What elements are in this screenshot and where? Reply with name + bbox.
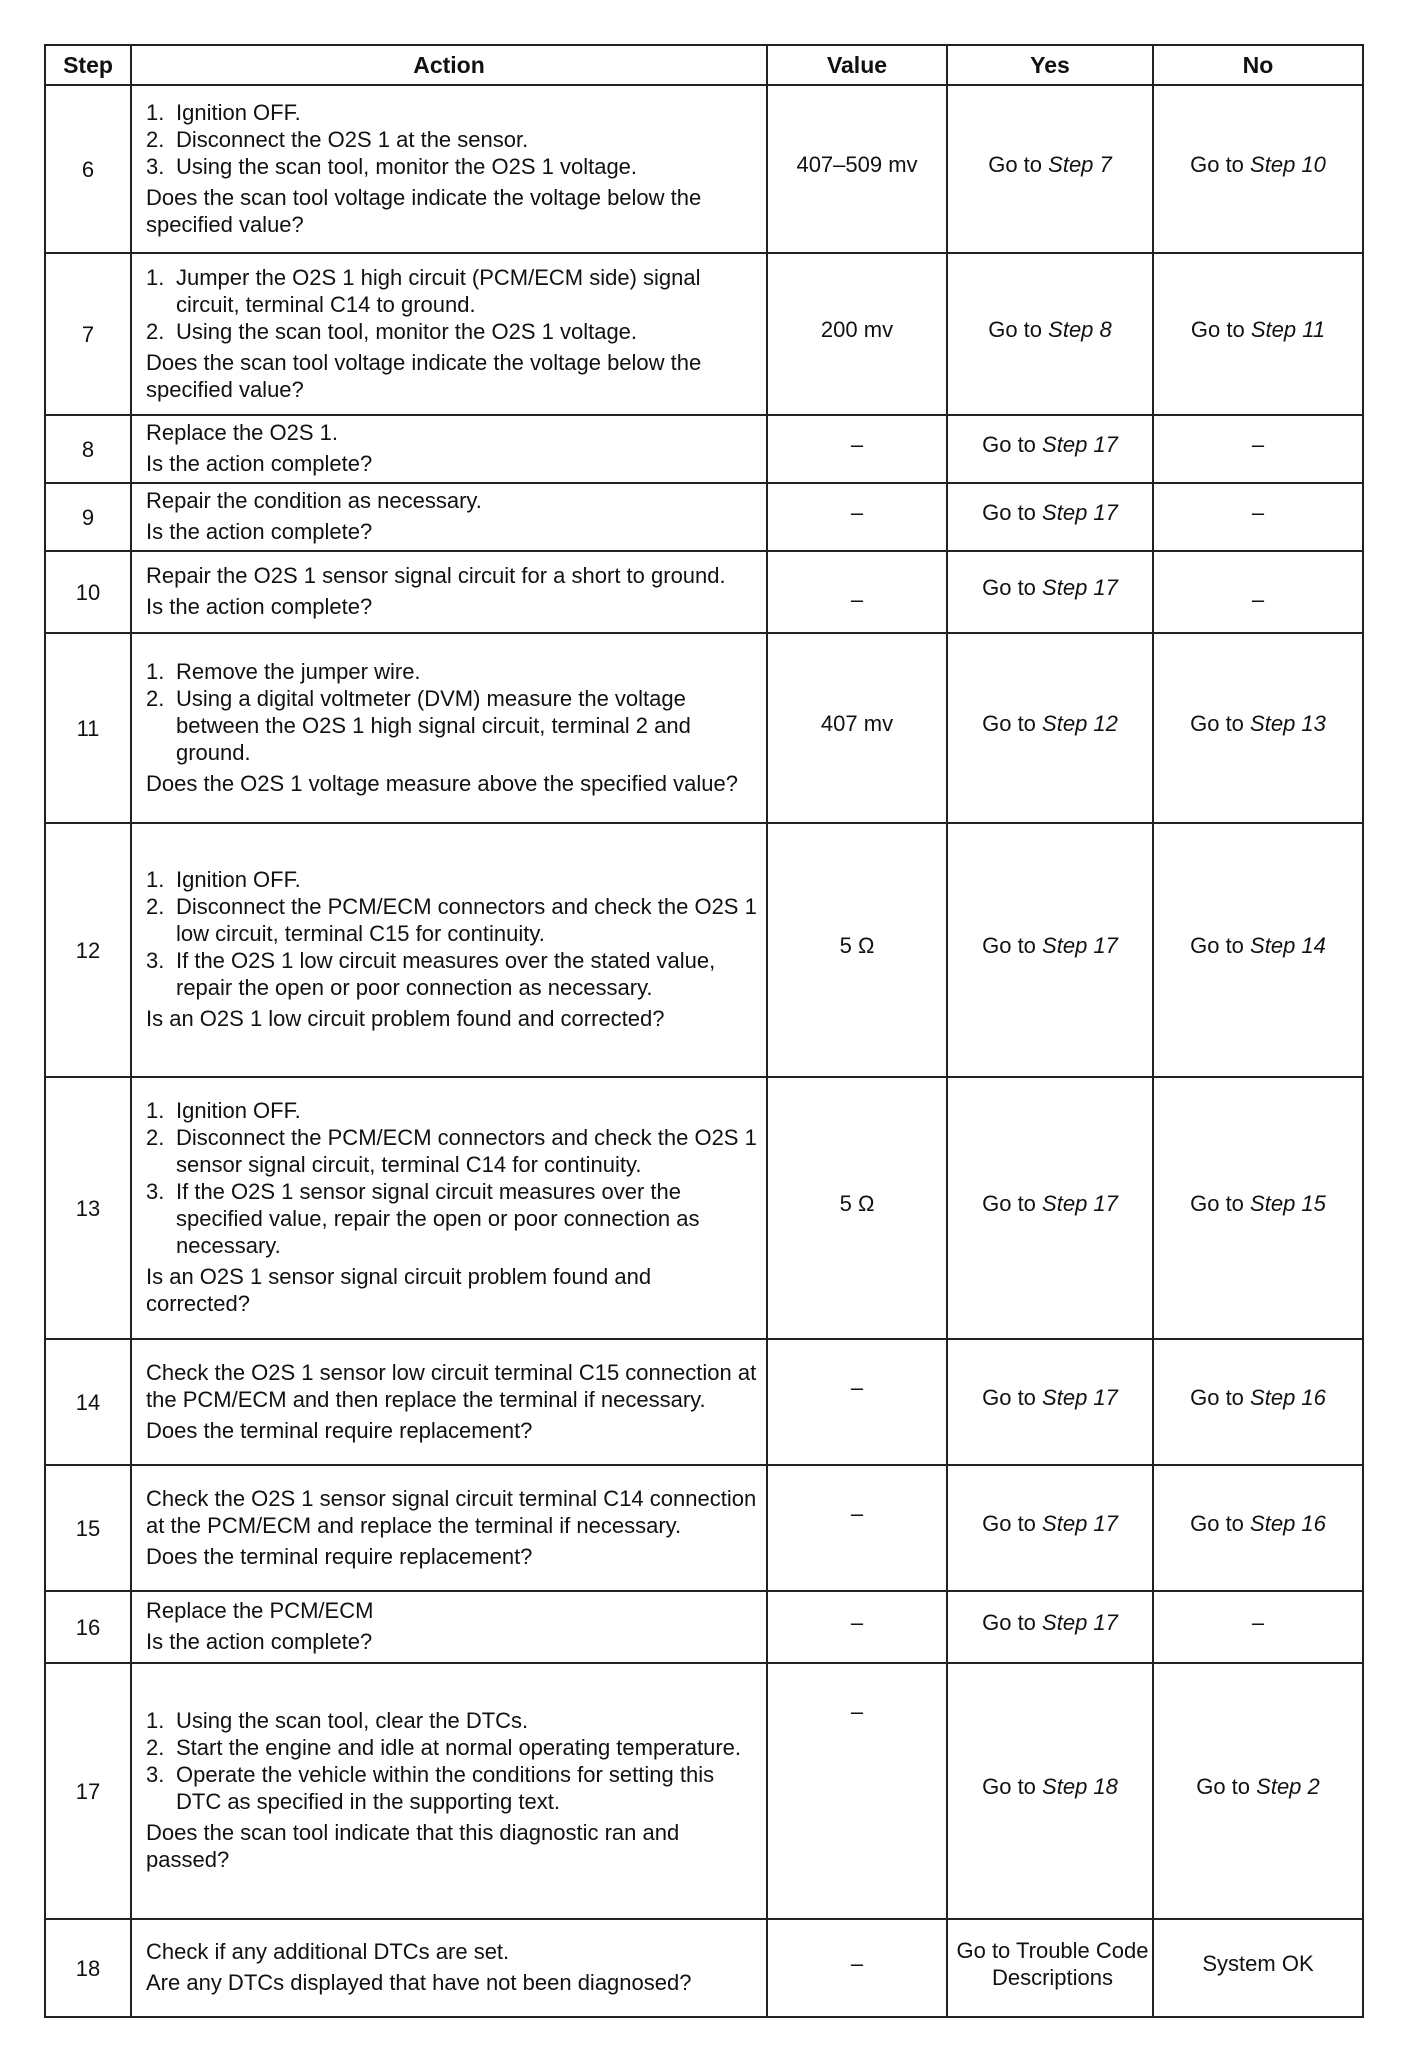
table-row (45, 823, 1363, 1077)
action-step-item (146, 658, 758, 685)
value-cell: – (767, 551, 947, 633)
action-question: Is an O2S 1 sensor signal circuit problem found and corrected? (146, 1264, 652, 1316)
no-step-ref: Step 2 (1256, 1774, 1320, 1799)
yes-cell (947, 1919, 1153, 2017)
action-question: Does the scan tool voltage indicate the voltage below the specified value? (146, 349, 702, 402)
action-step-text: Disconnect the O2S 1 at the sensor. (176, 126, 529, 152)
action-step-text: Operate the vehicle within the conditions for setting this DTC as specified in the supporting text. (176, 1762, 715, 1814)
step-number: 13 (45, 1077, 131, 1339)
yes-cell (947, 253, 1153, 415)
action-question: Is the action complete? (146, 451, 373, 476)
action-step-number: 1. (146, 658, 165, 684)
no-cell (1153, 85, 1363, 253)
action-question: Is the action complete? (146, 519, 373, 544)
no-step-ref: Step 14 (1250, 933, 1326, 958)
header-row (45, 45, 1363, 85)
table-row (45, 85, 1363, 253)
table-row (45, 551, 1363, 633)
yes-step-ref: Step 17 (1042, 1191, 1118, 1216)
no-cell (1153, 1465, 1363, 1591)
value-cell: 5 Ω (767, 1077, 947, 1339)
action-question: Is the action complete? (146, 594, 373, 619)
action-question: Does the scan tool voltage indicate the voltage below the specified value? (146, 184, 702, 237)
action-cell (131, 1663, 767, 1919)
action-step-item (146, 264, 758, 318)
yes-prefix: Go to (988, 317, 1043, 342)
yes-cell (947, 85, 1153, 253)
action-steps (146, 264, 758, 345)
no-text: – (1251, 432, 1265, 457)
action-step-number: 3. (146, 1179, 165, 1204)
table-row (45, 1465, 1363, 1591)
action-step-number: 1. (146, 1098, 165, 1123)
yes-prefix: Go to (982, 432, 1036, 457)
action-step-item (146, 318, 758, 345)
table-row (45, 1663, 1363, 1919)
action-steps (146, 658, 758, 766)
action-step-number: 2. (146, 894, 165, 919)
yes-prefix: Go to (982, 575, 1036, 600)
action-question: Are any DTCs displayed that have not been diagnosed? (146, 1970, 692, 1995)
no-text: System OK (1202, 1951, 1314, 1976)
action-step-item (146, 1734, 758, 1761)
table-row (45, 1339, 1363, 1465)
action-cell (131, 1077, 767, 1339)
yes-prefix: Go to (982, 1511, 1036, 1536)
yes-prefix: Go to (982, 711, 1036, 736)
no-prefix: Go to (1190, 1191, 1244, 1216)
no-step-ref: Step 13 (1250, 711, 1326, 736)
action-cell (131, 415, 767, 483)
no-cell (1153, 823, 1363, 1077)
no-prefix: Go to (1190, 1385, 1244, 1410)
no-cell (1153, 1339, 1363, 1465)
action-step-text: Ignition OFF. (176, 1098, 301, 1123)
value-cell: 407–509 mv (767, 85, 947, 253)
action-step-item (146, 153, 758, 180)
no-cell (1153, 1591, 1363, 1663)
no-cell (1153, 253, 1363, 415)
step-number: 8 (45, 415, 131, 483)
no-prefix: Go to (1190, 933, 1244, 958)
table-row (45, 633, 1363, 823)
header-value: Value (767, 45, 947, 85)
action-cell (131, 633, 767, 823)
action-step-text: Ignition OFF. (176, 99, 301, 125)
value-cell: 5 Ω (767, 823, 947, 1077)
action-text: Replace the PCM/ECM (146, 1598, 374, 1623)
action-cell (131, 253, 767, 415)
yes-step-ref: Step 18 (1042, 1774, 1118, 1799)
action-step-item (146, 1178, 758, 1259)
action-step-number: 3. (146, 1762, 165, 1787)
yes-cell (947, 415, 1153, 483)
no-cell (1153, 1663, 1363, 1919)
action-steps (146, 866, 758, 1001)
yes-prefix: Go to (982, 500, 1036, 525)
action-step-item (146, 126, 758, 153)
step-number: 10 (45, 551, 131, 633)
yes-prefix: Go to (982, 1774, 1036, 1799)
action-steps (146, 1707, 758, 1815)
step-number: 15 (45, 1465, 131, 1591)
no-prefix: Go to (1190, 152, 1244, 177)
yes-prefix: Go to (982, 1610, 1036, 1635)
table-row (45, 483, 1363, 551)
table-row (45, 1591, 1363, 1663)
step-number: 17 (45, 1663, 131, 1919)
yes-step-ref: Step 17 (1042, 1511, 1118, 1536)
action-text: Check the O2S 1 sensor signal circuit terminal C14 connection at the PCM/ECM and replace the terminal if necessary. (146, 1485, 757, 1538)
action-step-number: 1. (146, 867, 165, 892)
table-body (45, 85, 1363, 2017)
table-row (45, 1919, 1363, 2017)
action-text: Check if any additional DTCs are set. (146, 1939, 510, 1964)
action-step-text: Jumper the O2S 1 high circuit (PCM/ECM side) signal circuit, terminal C14 to ground. (176, 264, 701, 317)
action-question: Does the terminal require replacement? (146, 1543, 533, 1569)
action-step-number: 3. (146, 153, 165, 179)
value-cell: – (767, 483, 947, 551)
step-number: 6 (45, 85, 131, 253)
action-cell (131, 1919, 767, 2017)
action-cell (131, 1339, 767, 1465)
yes-step-ref: Step 17 (1042, 933, 1118, 958)
action-step-number: 2. (146, 126, 165, 152)
yes-text: Go to Trouble Code Descriptions (956, 1938, 1149, 1990)
yes-prefix: Go to (982, 1191, 1036, 1216)
value-cell: – (767, 1339, 947, 1465)
action-cell (131, 483, 767, 551)
diagnostic-table (44, 44, 1364, 2018)
no-step-ref: Step 16 (1250, 1511, 1326, 1536)
no-prefix: Go to (1190, 1511, 1244, 1536)
action-question: Is an O2S 1 low circuit problem found and corrected? (146, 1006, 665, 1031)
no-text: – (1251, 500, 1265, 525)
yes-cell (947, 823, 1153, 1077)
value-cell: – (767, 1465, 947, 1591)
yes-cell (947, 551, 1153, 633)
action-text: Repair the O2S 1 sensor signal circuit for a short to ground. (146, 563, 726, 588)
no-cell (1153, 483, 1363, 551)
no-text: – (1251, 587, 1265, 612)
yes-cell (947, 483, 1153, 551)
no-cell (1153, 1919, 1363, 2017)
no-cell (1153, 633, 1363, 823)
no-cell (1153, 415, 1363, 483)
yes-cell (947, 1339, 1153, 1465)
action-step-number: 1. (146, 1708, 165, 1733)
step-number: 11 (45, 633, 131, 823)
yes-cell (947, 1663, 1153, 1919)
step-number: 14 (45, 1339, 131, 1465)
action-step-item (146, 866, 758, 893)
header-no: No (1153, 45, 1363, 85)
action-step-text: Disconnect the PCM/ECM connectors and check the O2S 1 low circuit, terminal C15 for continuity. (176, 894, 757, 946)
action-question: Does the O2S 1 voltage measure above the specified value? (146, 770, 738, 796)
header-step: Step (45, 45, 131, 85)
action-step-number: 2. (146, 1735, 165, 1760)
no-step-ref: Step 16 (1250, 1385, 1326, 1410)
yes-step-ref: Step 17 (1042, 432, 1118, 457)
action-step-text: Ignition OFF. (176, 867, 301, 892)
action-steps (146, 99, 758, 180)
yes-prefix: Go to (988, 152, 1043, 177)
step-number: 7 (45, 253, 131, 415)
action-step-number: 1. (146, 99, 165, 125)
no-prefix: Go to (1190, 317, 1245, 342)
action-text: Replace the O2S 1. (146, 420, 339, 445)
action-step-item (146, 893, 758, 947)
header-yes: Yes (947, 45, 1153, 85)
yes-step-ref: Step 17 (1042, 1610, 1118, 1635)
no-step-ref: Step 11 (1250, 317, 1326, 342)
value-cell: – (767, 1663, 947, 1919)
no-prefix: Go to (1190, 711, 1244, 736)
action-text: Check the O2S 1 sensor low circuit terminal C15 connection at the PCM/ECM and then replace the terminal if necessary. (146, 1359, 757, 1412)
action-cell (131, 1591, 767, 1663)
action-steps (146, 1097, 758, 1259)
yes-step-ref: Step 8 (1048, 317, 1112, 342)
action-step-text: If the O2S 1 sensor signal circuit measures over the specified value, repair the open or poor connection as necessary. (176, 1179, 700, 1258)
no-cell (1153, 551, 1363, 633)
yes-step-ref: Step 17 (1042, 575, 1118, 600)
yes-cell (947, 1077, 1153, 1339)
no-cell (1153, 1077, 1363, 1339)
step-number: 12 (45, 823, 131, 1077)
value-cell: 407 mv (767, 633, 947, 823)
action-step-text: Disconnect the PCM/ECM connectors and check the O2S 1 sensor signal circuit, terminal C14 for continuity. (176, 1125, 757, 1177)
action-question: Is the action complete? (146, 1629, 373, 1654)
yes-step-ref: Step 17 (1042, 500, 1118, 525)
action-step-number: 2. (146, 685, 165, 711)
action-step-text: Using the scan tool, clear the DTCs. (176, 1708, 529, 1733)
no-text: – (1251, 1610, 1265, 1635)
yes-prefix: Go to (982, 933, 1036, 958)
step-number: 18 (45, 1919, 131, 2017)
action-step-number: 1. (146, 264, 165, 290)
action-step-number: 2. (146, 1125, 165, 1150)
action-step-text: Using a digital voltmeter (DVM) measure the voltage between the O2S 1 high signal circuit, terminal 2 and ground. (176, 685, 691, 765)
table-row (45, 1077, 1363, 1339)
no-step-ref: Step 10 (1250, 152, 1326, 177)
action-step-item (146, 1124, 758, 1178)
no-prefix: Go to (1196, 1774, 1251, 1799)
header-action: Action (131, 45, 767, 85)
value-cell: – (767, 1919, 947, 2017)
action-step-text: If the O2S 1 low circuit measures over the stated value, repair the open or poor connection as necessary. (176, 948, 716, 1000)
action-cell (131, 1465, 767, 1591)
action-step-item (146, 947, 758, 1001)
no-step-ref: Step 15 (1250, 1191, 1326, 1216)
value-cell: – (767, 415, 947, 483)
action-step-item (146, 99, 758, 126)
action-text: Repair the condition as necessary. (146, 488, 482, 513)
yes-cell (947, 1591, 1153, 1663)
action-step-item (146, 1761, 758, 1815)
action-step-number: 2. (146, 318, 165, 344)
action-step-item (146, 685, 758, 766)
step-number: 16 (45, 1591, 131, 1663)
action-step-text: Using the scan tool, monitor the O2S 1 voltage. (176, 318, 638, 344)
action-step-text: Using the scan tool, monitor the O2S 1 voltage. (176, 153, 638, 179)
yes-cell (947, 633, 1153, 823)
value-cell: – (767, 1591, 947, 1663)
yes-step-ref: Step 12 (1042, 711, 1118, 736)
action-step-text: Start the engine and idle at normal operating temperature. (176, 1735, 742, 1760)
yes-step-ref: Step 7 (1048, 152, 1112, 177)
action-step-item (146, 1707, 758, 1734)
yes-cell (947, 1465, 1153, 1591)
action-cell (131, 85, 767, 253)
action-cell (131, 823, 767, 1077)
yes-step-ref: Step 17 (1042, 1385, 1118, 1410)
table-row (45, 253, 1363, 415)
yes-prefix: Go to (982, 1385, 1036, 1410)
action-cell (131, 551, 767, 633)
value-cell: 200 mv (767, 253, 947, 415)
step-number: 9 (45, 483, 131, 551)
table-row (45, 415, 1363, 483)
action-step-text: Remove the jumper wire. (176, 658, 421, 684)
action-step-number: 3. (146, 948, 165, 973)
action-step-item (146, 1097, 758, 1124)
action-question: Does the scan tool indicate that this diagnostic ran and passed? (146, 1820, 680, 1872)
action-question: Does the terminal require replacement? (146, 1417, 533, 1443)
